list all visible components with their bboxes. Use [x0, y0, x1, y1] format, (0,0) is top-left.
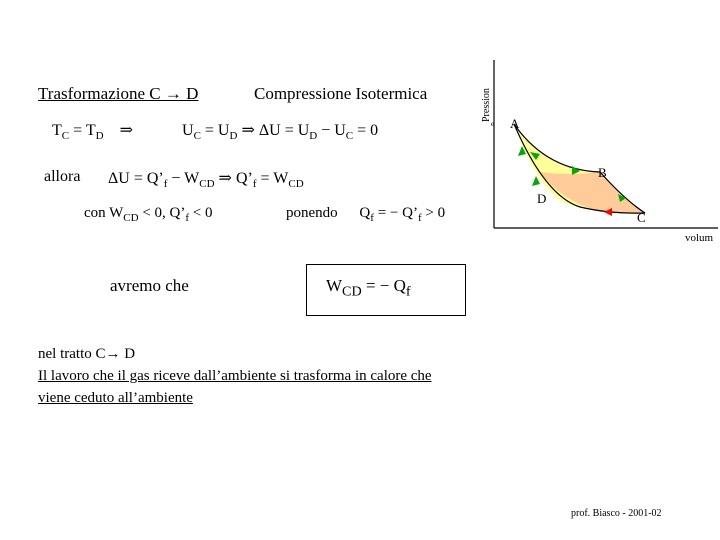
note-segment: nel tratto C→ D	[38, 346, 136, 362]
point-d-label: D	[537, 191, 547, 206]
equation-ponendo: ponendo $Q_f$ = − $Q’_f > 0$	[286, 205, 446, 224]
point-a-label: A	[510, 116, 520, 131]
result-equation: $W_{CD}$ = − $Q_f$	[326, 276, 411, 300]
label-avremo-che: avremo che	[110, 276, 189, 295]
footer-credit: prof. Biasco - 2001-02	[571, 508, 662, 519]
pv-diagram	[470, 58, 720, 248]
arrow-da-icon	[532, 176, 540, 186]
equation-first-law: $\Delta U = Q’_f - W_{CD}$ ⇒ $Q’_f = W_{CD}$	[108, 170, 304, 191]
equation-isotherm-temperature: $T_C = T_D$ ⇒	[52, 122, 133, 143]
page-title: Trasformazione C → D	[38, 84, 199, 103]
page-subtitle: Compressione Isotermica	[254, 84, 428, 103]
label-allora: allora	[44, 168, 81, 185]
x-axis-label: volum	[685, 232, 714, 244]
equation-internal-energy: $U_C = U_D$ ⇒ $\Delta U = U_D - U_C = 0$	[182, 122, 379, 143]
note-explanation-line1: Il lavoro che il gas riceve dall’ambiente si trasforma in calore che	[38, 368, 432, 384]
y-axis-label: Pression	[481, 88, 492, 122]
equation-sign-condition: con $W_{CD} < 0$, $Q’_f < 0$	[84, 205, 213, 224]
note-explanation-line2: viene ceduto all’ambiente	[38, 390, 193, 406]
y-axis-label-extra: e	[491, 120, 495, 128]
point-c-label: C	[637, 210, 646, 225]
point-b-label: B	[598, 165, 607, 180]
